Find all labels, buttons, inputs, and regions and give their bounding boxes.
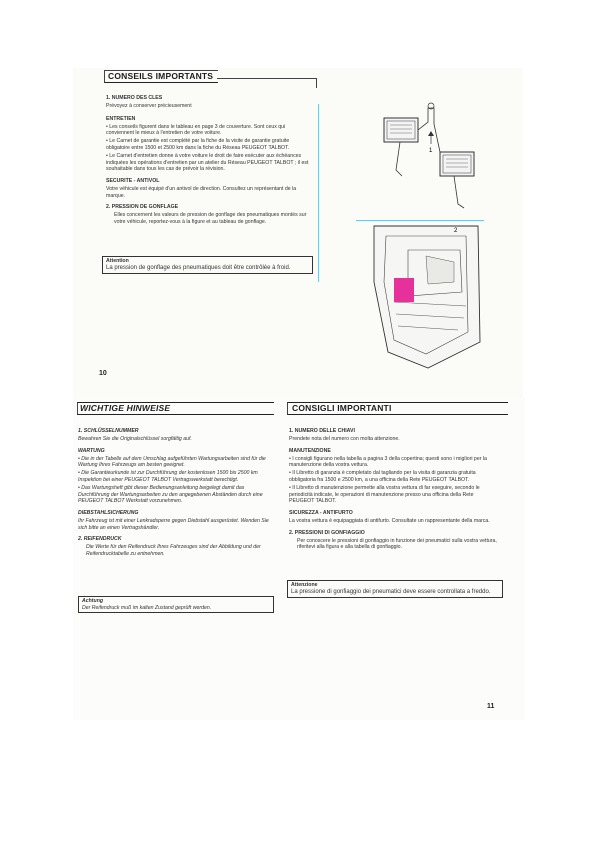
top-securite-body: Votre véhicule est équipé d'un antivol de direction. Consultez un représentant de la marque. bbox=[106, 186, 297, 199]
top-column-divider bbox=[318, 104, 319, 282]
it-attenzione-title: Attenzione bbox=[291, 582, 318, 588]
de-wartung-item: • Die in der Tabelle auf dem Umschlag aufgeführten Wartungsarbeiten sind für die Wartung Ihres Fahrzeugs am besten geeignet. bbox=[78, 455, 266, 469]
top-securite-title: SECURITE - ANTIVOL bbox=[106, 177, 160, 184]
it-header: CONSIGLI IMPORTANTI bbox=[292, 403, 392, 413]
top-sec1-title: 1. NUMERO DES CLES bbox=[106, 95, 163, 101]
it-sec1-title: 1. NUMERO DELLE CHIAVI bbox=[289, 428, 355, 434]
top-attention-box bbox=[102, 256, 313, 274]
top-entretien-item: • Les conseils figurent dans le tableau en page 3 de couverture. Sont ceux qui conviennent le mieux à l'entretien de votre voiture. bbox=[106, 123, 286, 137]
tyre-pressure-label-highlight bbox=[394, 278, 414, 302]
top-text-column bbox=[106, 95, 311, 227]
it-attenzione-body: La pressione di gonfiaggio dei pneumatici deve essere controllata a freddo. bbox=[291, 588, 491, 595]
de-diebstahl-title: DIEBSTAHLSICHERUNG bbox=[78, 509, 139, 516]
it-sec1-body: Prendete nota del numero con molta attenzione. bbox=[289, 436, 400, 443]
de-wartung-title: WARTUNG bbox=[78, 447, 105, 454]
top-attention-body: La pression de gonflage des pneumatiques doit être contrôlée à froid. bbox=[106, 264, 291, 271]
it-text-column bbox=[289, 428, 499, 552]
door-figure bbox=[368, 222, 486, 372]
keys-figure bbox=[370, 100, 490, 212]
door-callout-2: 2 bbox=[454, 228, 458, 234]
top-page-number: 10 bbox=[99, 370, 107, 377]
it-attenzione-box bbox=[287, 580, 503, 598]
it-manutenzione-item: • Il Libretto di garanzia è completato dal tagliando per la visita di garanzia gratuita obbligatoria fra 1500 e 2500 km, a una officina della Rete PEUGEOT TALBOT. bbox=[289, 470, 476, 484]
de-achtung-box bbox=[78, 596, 274, 613]
de-sec1-title: 1. SCHLÜSSELNUMMER bbox=[78, 428, 139, 434]
it-sec2-body: Per conoscere le pressioni di gonfiaggio in funzione dei pneumatici sulla vostra vettura, riferitevi alla figura e alla tabella di gonfiaggio. bbox=[297, 537, 497, 551]
top-figure-divider bbox=[356, 220, 484, 221]
top-sec2-title: 2. PRESSION DE GONFLAGE bbox=[106, 204, 179, 211]
de-header: WICHTIGE HINWEISE bbox=[80, 403, 171, 413]
top-entretien-item: • Le Carnet de garantie est complété par la fiche de la visite de garantie gratuite obligatoire entre 1500 et 2500 km dans la fiche du Réseau PEUGEOT TALBOT. bbox=[106, 138, 290, 152]
de-sec2-title: 2. REIFENDRUCK bbox=[78, 536, 122, 543]
de-sec2-body: Die Werte für den Reifendruck Ihres Fahrzeuges sind der Abbildung und der Reifendrucktabelle zu entnehmen. bbox=[86, 544, 261, 557]
de-diebstahl-body: Ihr Fahrzeug ist mit einer Lenkradsperre gegen Diebstahl ausgerüstet. Wenden Sie sich bitte an einen Vertragshändler. bbox=[78, 518, 269, 531]
top-sec1-body: Prévoyez à conserver précieusement bbox=[106, 103, 192, 110]
bottom-page-number: 11 bbox=[487, 703, 495, 710]
top-frame-top bbox=[217, 78, 317, 79]
it-sicurezza-body: La vostra vettura è equipaggiata di antifurto. Consultate un rappresentante della marca. bbox=[289, 518, 490, 525]
top-frame-line bbox=[316, 78, 317, 88]
top-attention-title: Attention bbox=[106, 258, 129, 264]
it-manutenzione-item: • Il Libretto di manutenzione permette alla vostra vettura di far eseguire, secondo le periodicità indicate, le operazioni di manutenzione presso una officina della Rete PEUGEOT TALBOT. bbox=[289, 485, 480, 505]
top-sec2-body: Elles concernent les valeurs de pression de gonflage des pneumatiques montés sur votre véhicule, reportez-vous à la figure et au tableau de gonflage. bbox=[114, 212, 307, 225]
top-entretien-item: • Le Carnet d'entretien donne à votre voiture le droit de faire exécuter aux échéances indiquées les opérations d'entretien par un atelier du Réseau PEUGEOT TALBOT ; il est souhaitable dans tous les cas de prévoir la révision. bbox=[106, 153, 309, 173]
de-achtung-title: Achtung bbox=[82, 598, 104, 604]
de-sec1-body: Bewahren Sie die Originalschlüssel sorgfältig auf. bbox=[78, 436, 192, 443]
it-sicurezza-title: SICUREZZA - ANTIFURTO bbox=[289, 509, 353, 516]
de-wartung-item: • Die Garantieurkunde ist zur Durchführung der kostenlosen 1500 bis 2500 km Inspektion bei einer PEUGEOT TALBOT Vertragswerkstatt berechtigt. bbox=[78, 470, 258, 484]
it-manutenzione-title: MANUTENZIONE bbox=[289, 447, 331, 454]
top-entretien-title: ENTRETIEN bbox=[106, 115, 136, 122]
keys-callout-1: 1 bbox=[429, 148, 433, 154]
it-manutenzione-item: • I consigli figurano nella tabella a pagina 3 della copertina; questi sono i migliori per la manutenzione della vostra vettura. bbox=[289, 455, 487, 469]
de-achtung-body: Der Reifendruck muß im kalten Zustand geprüft werden. bbox=[82, 604, 212, 611]
de-wartung-item: • Das Wartungsheft gibt dieser Bedienungsanleitung beigelegt damit das Durchführung der Wartungsarbeiten zu den angegebenen Abständen durch eine PEUGEOT TALBOT Werkstatt vorzunehmen. bbox=[78, 485, 263, 505]
top-header: CONSEILS IMPORTANTS bbox=[108, 71, 214, 81]
it-sec2-title: 2. PRESSIONI DI GONFIAGGIO bbox=[289, 529, 365, 536]
de-text-column bbox=[78, 428, 274, 559]
